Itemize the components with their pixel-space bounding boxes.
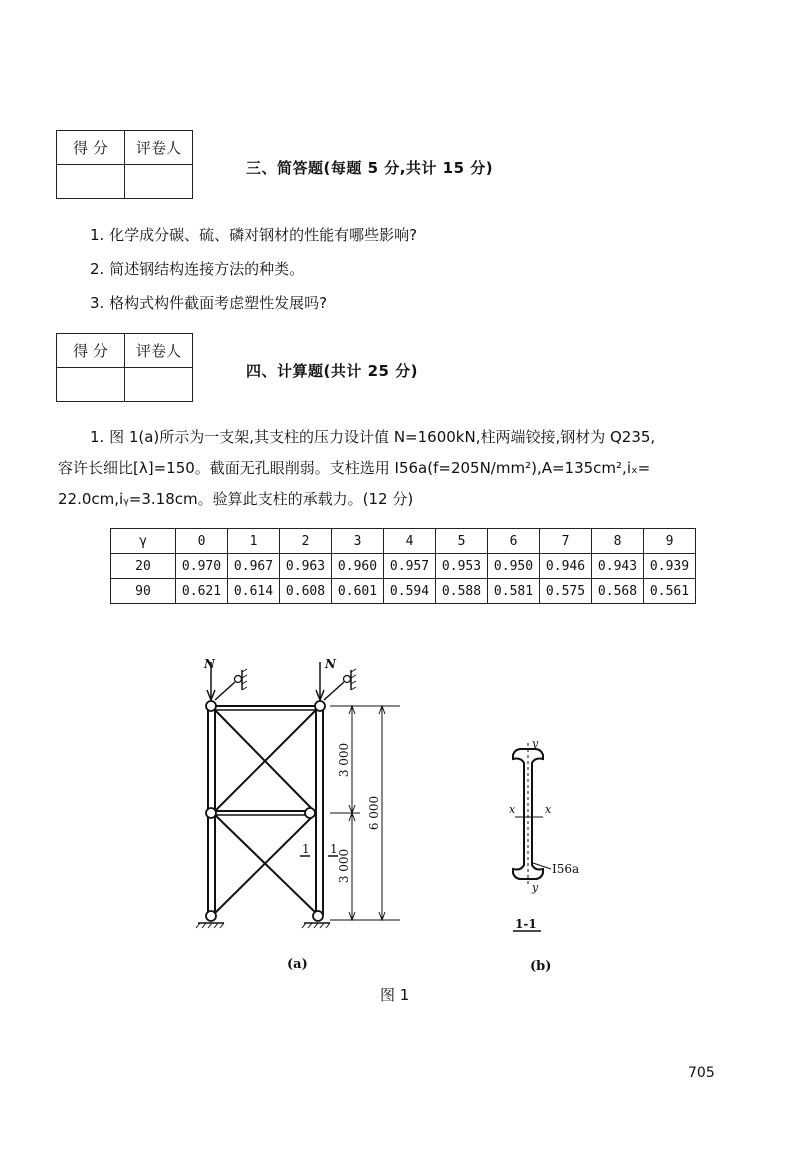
lateral-support <box>215 682 235 700</box>
grader-cell[interactable] <box>125 368 193 402</box>
table-cell: 0.575 <box>540 579 592 604</box>
score-header: 得 分 <box>57 131 125 165</box>
table-cell: 0.963 <box>280 554 332 579</box>
section-mark-label: 1 <box>330 842 338 856</box>
table-cell: 0.943 <box>592 554 644 579</box>
load-label-left: N <box>204 657 215 671</box>
table-header-cell: 9 <box>644 529 696 554</box>
table-header-cell: 8 <box>592 529 644 554</box>
table-cell: 0.601 <box>332 579 384 604</box>
section-caption: 1-1 <box>515 917 537 931</box>
score-box-section3 <box>56 130 193 199</box>
hinge-support <box>206 911 216 921</box>
dimension-total-label: 6 000 <box>367 795 381 831</box>
table-cell: 0.614 <box>228 579 280 604</box>
table-header-cell: 5 <box>436 529 488 554</box>
score-header: 得 分 <box>57 334 125 368</box>
hinge-support <box>313 911 323 921</box>
table-header-row <box>111 529 696 554</box>
table-header-cell: 6 <box>488 529 540 554</box>
table-header-cell: 7 <box>540 529 592 554</box>
table-header-cell: 3 <box>332 529 384 554</box>
table-cell: 0.561 <box>644 579 696 604</box>
grader-header: 评卷人 <box>125 131 193 165</box>
section3-title: 三、简答题(每题 5 分,共计 15 分) <box>246 159 494 177</box>
table-cell: 0.957 <box>384 554 436 579</box>
section-name-label: I56a <box>552 862 580 876</box>
question-2: 2. 简述钢结构连接方法的种类。 <box>90 260 305 278</box>
score-cell[interactable] <box>57 368 125 402</box>
problem-line-2: 容许长细比[λ]=150。截面无孔眼削弱。支柱选用 I56a(f=205N/mm²),A=135cm²,iₓ= <box>58 459 651 477</box>
table-cell: 0.953 <box>436 554 488 579</box>
grader-header: 评卷人 <box>125 334 193 368</box>
figure-caption: 图 1 <box>380 986 410 1004</box>
table-cell: 0.960 <box>332 554 384 579</box>
support-pin <box>344 676 351 683</box>
truss-frame-diagram <box>180 650 420 940</box>
table-cell: 0.588 <box>436 579 488 604</box>
problem-statement <box>58 422 748 515</box>
figure-a-label: (a) <box>287 957 308 972</box>
score-cell[interactable] <box>57 165 125 199</box>
table-cell: 0.608 <box>280 579 332 604</box>
y-axis-label-bottom: y <box>532 881 539 894</box>
question-1: 1. 化学成分碳、硫、磷对钢材的性能有哪些影响? <box>90 226 418 244</box>
page-number: 705 <box>688 1065 715 1081</box>
table-cell: 0.970 <box>176 554 228 579</box>
y-axis-label-top: y <box>532 737 539 750</box>
table-cell: 0.621 <box>176 579 228 604</box>
i-section-diagram <box>495 735 605 935</box>
hinge-joint <box>315 701 325 711</box>
table-header-cell: 4 <box>384 529 436 554</box>
table-cell: 0.946 <box>540 554 592 579</box>
figure-b-label: (b) <box>530 959 552 974</box>
table-cell: 0.581 <box>488 579 540 604</box>
table-cell: 0.950 <box>488 554 540 579</box>
question-3: 3. 格构式构件截面考虑塑性发展吗? <box>90 294 328 312</box>
load-label-right: N <box>325 657 336 671</box>
x-axis-label-right: x <box>545 803 552 816</box>
table-cell: 0.939 <box>644 554 696 579</box>
x-axis-label-left: x <box>509 803 516 816</box>
table-header-cell: 2 <box>280 529 332 554</box>
table-cell: 90 <box>111 579 176 604</box>
grader-cell[interactable] <box>125 165 193 199</box>
hinge-joint <box>206 701 216 711</box>
problem-line-3: 22.0cm,iᵧ=3.18cm。验算此支柱的承载力。(12 分) <box>58 490 414 508</box>
hinge-joint <box>305 808 315 818</box>
table-row <box>111 554 696 579</box>
dimension-upper-label: 3 000 <box>337 742 351 778</box>
table-cell: 0.568 <box>592 579 644 604</box>
score-box-section4 <box>56 333 193 402</box>
support-pin <box>235 676 242 683</box>
table-header-cell: 1 <box>228 529 280 554</box>
table-header-cell: γ <box>111 529 176 554</box>
table-cell: 20 <box>111 554 176 579</box>
table-row <box>111 579 696 604</box>
table-cell: 0.594 <box>384 579 436 604</box>
problem-line-1: 1. 图 1(a)所示为一支架,其支柱的压力设计值 N=1600kN,柱两端铰接,钢材为 Q235, <box>90 428 656 446</box>
stability-coefficient-table <box>110 528 696 604</box>
section-mark-label: 1 <box>302 842 310 856</box>
table-header-cell: 0 <box>176 529 228 554</box>
lateral-support <box>324 682 344 700</box>
table-cell: 0.967 <box>228 554 280 579</box>
hinge-joint <box>206 808 216 818</box>
dimension-lower-label: 3 000 <box>337 848 351 884</box>
section4-title: 四、计算题(共计 25 分) <box>246 362 419 380</box>
